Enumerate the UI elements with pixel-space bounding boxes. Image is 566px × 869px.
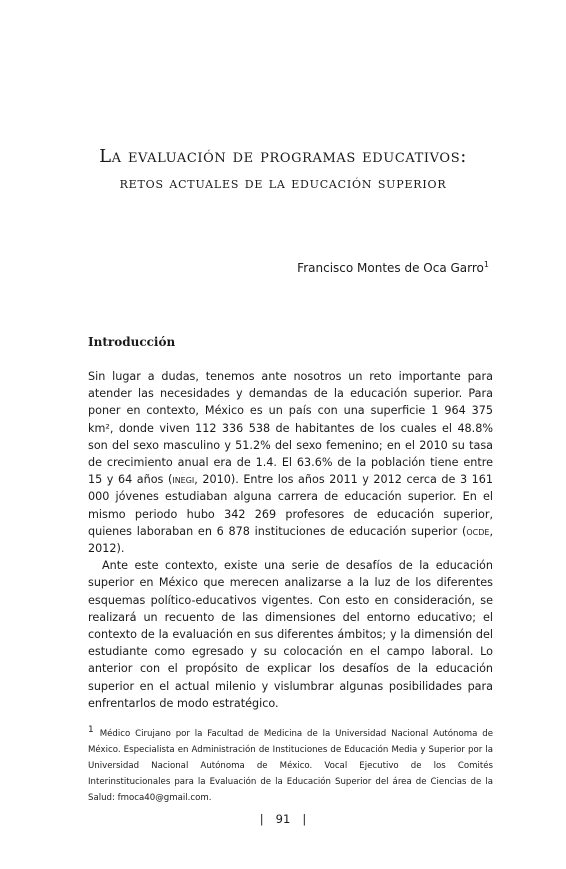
page-number-footer — [0, 812, 566, 826]
page-number-bar-right: | — [302, 812, 307, 826]
paragraph-1-part-b: , 2010). Entre los años 2011 y 2012 cerca de 3 161 000 jóvenes estudiaban alguna carrera de educación superior. En el mismo periodo hubo 342 269 profesores de educación superior, quienes laboraban en 6 878 instituciones de educación superior ( — [88, 473, 493, 538]
paragraph-2: Ante este contexto, existe una serie de desafíos de la educación superior en México que merecen analizarse a la luz de los diferentes esquemas político-educativos vigentes. Con esto en consideración, se realizará un recuento de las dimensiones del entorno educativo; el contexto de la evaluación en sus diferentes ámbitos; y la dimensión del estudiante como egresado y su colocación en el campo laboral. Lo anterior con el propósito de explicar los desafíos de la educación superior en el actual milenio y vislumbrar algunas posibilidades para enfrentarlos de modo estratégico. — [88, 559, 493, 710]
citation-ocde: ocde — [466, 524, 490, 538]
author-line — [297, 260, 489, 275]
page-number: 91 — [275, 812, 291, 826]
footnote-marker: 1 — [88, 725, 94, 735]
paragraph-1-part-c: , 2012). — [88, 524, 493, 556]
body-text — [88, 368, 493, 712]
footnote — [88, 722, 493, 806]
section-heading: Introducción — [88, 335, 176, 349]
paragraph-1-part-a: Sin lugar a dudas, tenemos ante nosotros un reto importante para atender las necesidades y demandas de la educación superior. Para poner en contexto, México es un país con una superficie 1 964 375 km², donde viven 112 336 538 de habitantes de los cuales el 48.8% son del sexo masculino y 51.2% del sexo femenino; en el 2010 su tasa de crecimiento anual era de 1.4. El 63.6% de la población tiene entre 15 y 64 años ( — [88, 370, 493, 487]
chapter-title-line-1: La evaluación de programas educativos: — [99, 146, 467, 167]
page-number-bar-left: | — [259, 812, 264, 826]
author-footnote-marker: 1 — [483, 260, 489, 269]
author-name: Francisco Montes de Oca Garro — [297, 261, 484, 275]
paragraph-1 — [88, 368, 493, 557]
chapter-title-line-2: retos actuales de la educación superior — [119, 174, 447, 192]
citation-inegi: inegi — [172, 473, 195, 487]
footnote-text: Médico Cirujano por la Facultad de Medicina de la Universidad Nacional Autónoma de México. Especialista en Administración de Instituciones de Educación Media y Superior por la Universidad Nacional Autónoma de México. Vocal Ejecutivo de los Comités Interinstitucionales para la Evaluación de la Educación Superior del área de Ciencias de la Salud: fmoca40@gmail.com. — [88, 728, 493, 803]
